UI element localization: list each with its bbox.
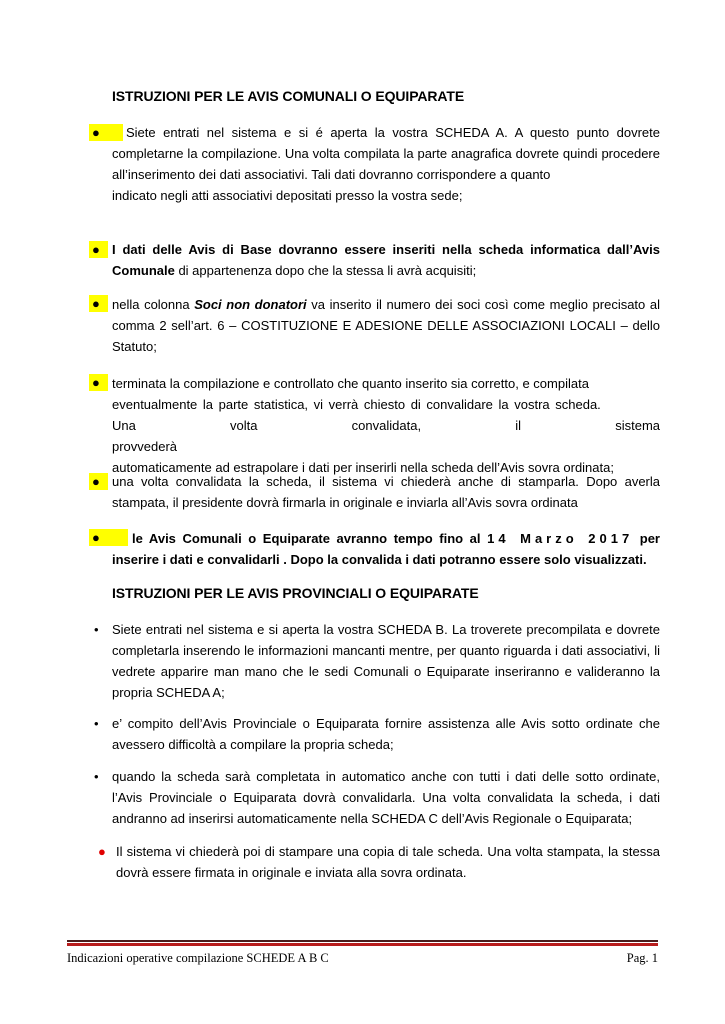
- section1-item-2: [112, 239, 660, 281]
- paragraph: quando la scheda sarà completata in automatico anche con tutti i dati delle sotto ordinate, l’Avis Provinciale o Equiparata dovrà convalidarla. Una volta convalidata la scheda, i dati andranno ad inserirsi automaticamente nella SCHEDA C dell’Avis Regionale o Equiparata;: [112, 769, 660, 826]
- bullet-icon: ●: [92, 296, 100, 311]
- text: per inserire i dati e convalidarli . Dopo la convalida i dati potranno essere solo visualizzati.: [112, 531, 660, 567]
- footer-rule: [67, 943, 658, 946]
- text: di appartenenza dopo che la stessa li avrà acquisiti;: [174, 263, 477, 278]
- paragraph: una volta convalidata la scheda, il sistema vi chiederà anche di stamparla. Dopo averla stampata, il presidente dovrà firmarla in originale e inviarla all’Avis sovra ordinata: [112, 474, 660, 510]
- bullet-icon: •: [94, 716, 99, 731]
- line: terminata la compilazione e controllato che quanto inserito sia corretto, e compilata: [112, 376, 589, 391]
- section2-item-1: [112, 619, 660, 703]
- section1-item-5: [112, 471, 660, 513]
- bullet-icon: ●: [92, 125, 100, 140]
- bold-italic-text: Soci non donatori: [194, 297, 307, 312]
- section2-item-4: [116, 841, 660, 883]
- deadline-date: 14 Marzo 2017: [487, 531, 634, 546]
- bullet-icon: ●: [92, 242, 100, 257]
- paragraph: e’ compito dell’Avis Provinciale o Equiparata fornire assistenza alle Avis sotto ordinate che avessero difficoltà a compilare la propria scheda;: [112, 716, 660, 752]
- line: Una volta convalidata, il sistema provvederà: [112, 418, 660, 454]
- bullet-icon: ●: [98, 844, 106, 859]
- section1-item-4: [112, 373, 660, 478]
- bold-text: I dati delle Avis di Base dovranno essere inseriti nella scheda informatica dall’Avis Comunale: [112, 242, 660, 278]
- section2-item-2: [112, 713, 660, 755]
- text: nella colonna: [112, 297, 195, 312]
- bullet-icon: ●: [92, 375, 100, 390]
- section1-item-6: [112, 528, 660, 570]
- text: le Avis Comunali o Equiparate avranno tempo fino al: [132, 531, 488, 546]
- bullet-icon: ●: [92, 474, 100, 489]
- bullet-icon: •: [94, 769, 99, 784]
- section1-item-3: [112, 294, 660, 357]
- paragraph: Siete entrati nel sistema e si aperta la vostra SCHEDA B. La troverete precompilata e dovrete completarla inserendo le informazioni mancanti mentre, per quanto riguarda i dati associativi, li vedrete apparire man mano che le sedi Comunali o Equiparate inseriranno e valideranno la propria SCHEDA A;: [112, 622, 660, 700]
- section2-item-3: [112, 766, 660, 829]
- paragraph: indicato negli atti associativi depositati presso la vostra sede;: [112, 188, 463, 203]
- line: eventualmente la parte statistica, vi verrà chiesto di convalidare la vostra scheda.: [112, 397, 601, 412]
- bullet-icon: ●: [92, 530, 100, 545]
- text: va inserito il numero dei soci così come meglio precisato al comma 2 sell’art. 6 – COSTITUZIONE E ADESIONE DELLE ASSOCIAZIONI LOCALI – dello Statuto;: [112, 297, 660, 354]
- section1-title: ISTRUZIONI PER LE AVIS COMUNALI O EQUIPARATE: [112, 88, 465, 104]
- bullet-icon: •: [94, 622, 99, 637]
- section1-item-1: [112, 122, 660, 206]
- paragraph: Siete entrati nel sistema e si é aperta la vostra SCHEDA A. A questo punto dovrete completarne la compilazione. Una volta compilata la parte anagrafica dovrete quindi procedere all’inserimento dei dati associativi. Tali dati dovranno corrispondere a quanto: [112, 125, 660, 182]
- line: automaticamente ad estrapolare i dati per inserirli nella scheda dell’Avis sovra ordinata;: [112, 460, 614, 475]
- section2-title: ISTRUZIONI PER LE AVIS PROVINCIALI O EQUIPARATE: [112, 585, 479, 601]
- paragraph: Il sistema vi chiederà poi di stampare una copia di tale scheda. Una volta stampata, la stessa dovrà essere firmata in originale e inviata alla sovra ordinata.: [116, 844, 660, 880]
- footer-rule: [67, 940, 658, 942]
- page-number: Pag. 1: [626, 951, 658, 965]
- footer-title: Indicazioni operative compilazione SCHEDE A B C: [67, 951, 329, 965]
